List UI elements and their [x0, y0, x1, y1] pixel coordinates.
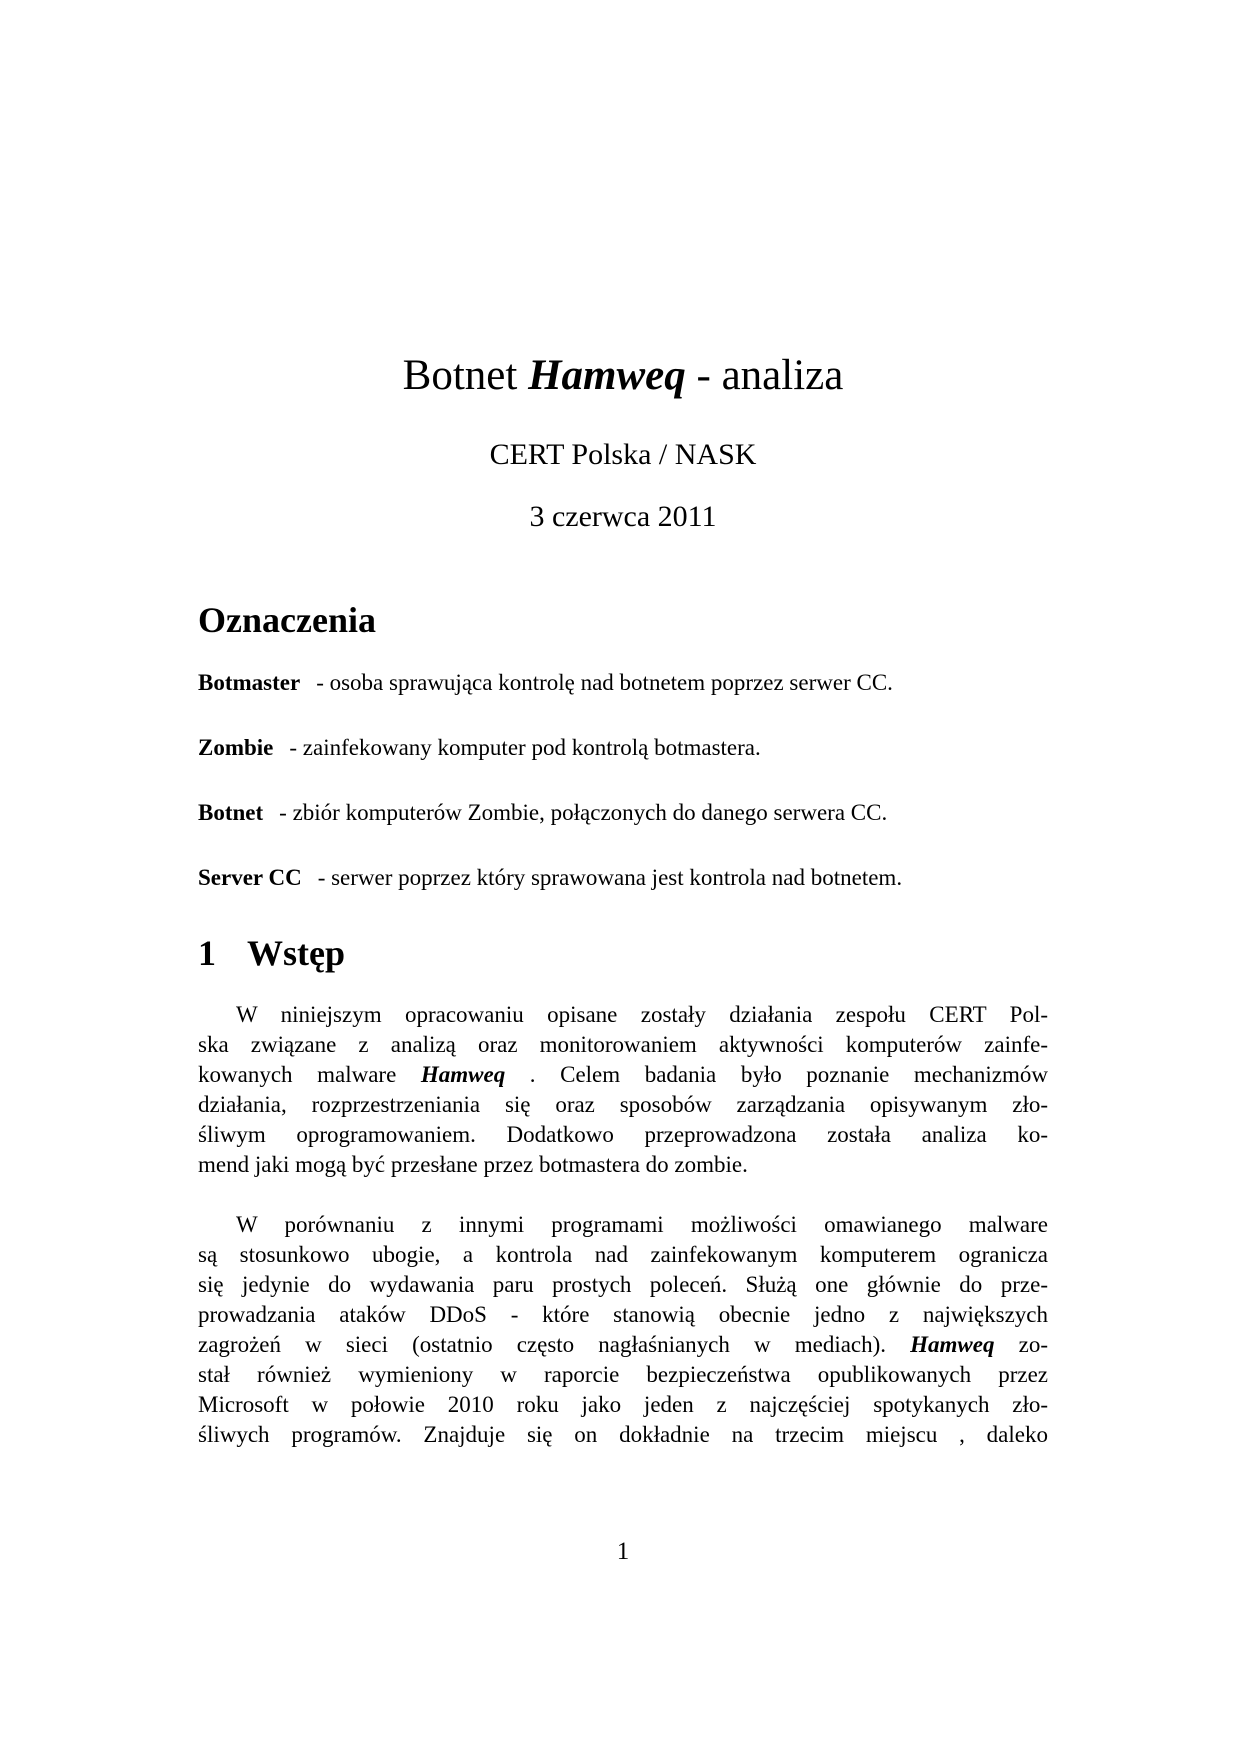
definition-zombie: [198, 733, 1048, 763]
section-heading-wstep: [198, 934, 1048, 974]
text-line: się jedynie do wydawania paru prostych poleceń. Służą one głównie do prze-: [198, 1272, 1048, 1297]
document-title: Botnet Hamweq - analiza: [402, 352, 844, 399]
section-number: 1: [198, 933, 216, 973]
definition-term: Botmaster: [198, 670, 301, 695]
text-line: kowanych malware Hamweq . Celem badania było poznanie mechanizmów: [198, 1062, 1048, 1087]
definition-server-cc: [198, 863, 1048, 893]
text-line: działania, rozprzestrzeniania się oraz sposobów zarządzania opisywanym zło-: [198, 1092, 1048, 1117]
text-line: śliwych programów. Znajduje się on dokładnie na trzecim miejscu , daleko: [198, 1422, 1048, 1447]
section-title: Wstęp: [247, 933, 345, 973]
text-line: W niniejszym opracowaniu opisane zostały działania zespołu CERT Pol-: [236, 1002, 1048, 1027]
text-line: zagrożeń w sieci (ostatnio często nagłaśnianych w mediach). Hamweq zo-: [198, 1332, 1048, 1357]
text-line: śliwym oprogramowaniem. Dodatkowo przeprowadzona została analiza ko-: [198, 1122, 1048, 1147]
definition-term: Botnet: [198, 800, 264, 825]
text-line: Microsoft w połowie 2010 roku jako jeden z najczęściej spotykanych zło-: [198, 1392, 1048, 1417]
definition-text: - zbiór komputerów Zombie, połączonych do danego serwera CC.: [279, 800, 888, 825]
text-line: ska związane z analizą oraz monitorowaniem aktywności komputerów zainfe-: [198, 1032, 1048, 1057]
definition-term: Server CC: [198, 865, 302, 890]
text-line: stał również wymieniony w raporcie bezpieczeństwa opublikowanych przez: [198, 1362, 1048, 1387]
definition-text: - osoba sprawująca kontrolę nad botnetem poprzez serwer CC.: [316, 670, 893, 695]
definition-text: - serwer poprzez który sprawowana jest kontrola nad botnetem.: [317, 865, 903, 890]
text-line: prowadzania ataków DDoS - które stanowią obecnie jedno z największych: [198, 1302, 1048, 1327]
document-authors: CERT Polska / NASK: [489, 438, 757, 471]
text-line: W porównaniu z innymi programami możliwości omawianego malware: [236, 1212, 1048, 1237]
text-line: są stosunkowo ubogie, a kontrola nad zainfekowanym komputerem ogranicza: [198, 1242, 1048, 1267]
definitions-list: [198, 668, 1048, 928]
section-heading-oznaczenia: Oznaczenia: [198, 600, 376, 640]
definition-term: Zombie: [198, 735, 274, 760]
definition-text: - zainfekowany komputer pod kontrolą botmastera.: [289, 735, 761, 760]
intro-paragraph-2: [198, 1210, 1048, 1450]
text-line: mend jaki mogą być przesłane przez botmastera do zombie.: [198, 1152, 748, 1177]
definition-botnet: [198, 798, 1048, 828]
intro-paragraph-1: [198, 1000, 1048, 1180]
document-date: 3 czerwca 2011: [529, 500, 717, 533]
definition-botmaster: [198, 668, 1048, 698]
page-number: 1: [616, 1538, 630, 1565]
